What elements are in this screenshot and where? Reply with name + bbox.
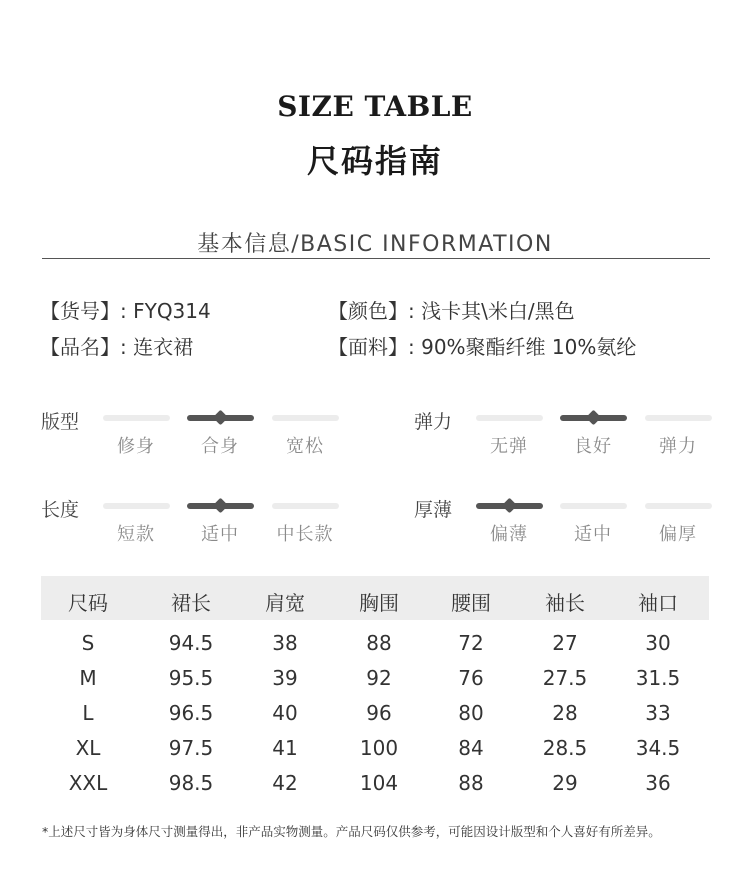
thickness-rating-label: 厚薄 [414, 499, 453, 521]
table-measure-cell: 100 [359, 736, 399, 760]
table-measure-cell: 96.5 [168, 701, 214, 725]
table-measure-cell: 97.5 [168, 736, 214, 760]
table-measure-cell: 98.5 [168, 771, 214, 795]
thickness-scale-segment [645, 503, 712, 509]
length-scale-segment [187, 503, 254, 509]
size-footnote: *上述尺寸皆为身体尺寸测量得出，非产品实物测量。产品尺码仅供参考，可能因设计版型和个人喜好有所差异。 [42, 824, 661, 839]
table-header-cell: 肩宽 [265, 591, 305, 615]
table-header-cell: 袖口 [638, 591, 678, 615]
elasticity-scale-segment [645, 415, 712, 421]
fit-scale-segment [187, 415, 254, 421]
table-header-cell: 袖长 [545, 591, 585, 615]
thickness-selected-marker-icon [502, 498, 518, 514]
table-measure-cell: 88 [458, 771, 484, 795]
product-color: 【颜色】: 浅卡其\米白/黑色 [328, 299, 575, 323]
table-size-cell: S [81, 631, 95, 655]
table-header-cell: 胸围 [359, 591, 399, 615]
length-selected-marker-icon [213, 498, 229, 514]
table-measure-cell: 27.5 [542, 666, 588, 690]
table-measure-cell: 33 [645, 701, 671, 725]
elasticity-scale-segment [476, 415, 543, 421]
product-name: 【品名】: 连衣裙 [40, 335, 194, 359]
length-option-label: 适中 [201, 524, 239, 545]
elasticity-selected-marker-icon [586, 410, 602, 426]
table-size-cell: L [82, 701, 94, 725]
fit-rating-label: 版型 [41, 411, 80, 433]
length-scale-segment [272, 503, 339, 509]
table-measure-cell: 42 [272, 771, 298, 795]
table-measure-cell: 31.5 [635, 666, 681, 690]
table-measure-cell: 29 [552, 771, 578, 795]
table-size-cell: XXL [68, 771, 108, 795]
table-measure-cell: 92 [366, 666, 392, 690]
table-measure-cell: 72 [458, 631, 484, 655]
thickness-option-label: 偏厚 [659, 524, 697, 545]
table-measure-cell: 39 [272, 666, 298, 690]
thickness-option-label: 适中 [574, 524, 612, 545]
length-rating-label: 长度 [41, 499, 80, 521]
table-header-cell: 尺码 [68, 591, 108, 615]
fit-option-label: 修身 [117, 436, 155, 457]
table-measure-cell: 95.5 [168, 666, 214, 690]
fit-option-label: 宽松 [286, 436, 324, 457]
table-size-cell: XL [75, 736, 101, 760]
table-measure-cell: 28 [552, 701, 578, 725]
table-measure-cell: 36 [645, 771, 671, 795]
elasticity-option-label: 无弹 [490, 436, 528, 457]
fit-scale-segment [103, 415, 170, 421]
table-measure-cell: 96 [366, 701, 392, 725]
page-title-en: SIZE TABLE [277, 90, 473, 123]
section-divider [42, 258, 710, 259]
elasticity-rating-label: 弹力 [414, 411, 453, 433]
elasticity-option-label: 良好 [574, 436, 612, 457]
table-measure-cell: 34.5 [635, 736, 681, 760]
fit-option-label: 合身 [201, 436, 239, 457]
page-title-cn: 尺码指南 [306, 142, 443, 180]
thickness-option-label: 偏薄 [490, 524, 528, 545]
length-scale-segment [103, 503, 170, 509]
product-fabric: 【面料】: 90%聚酯纤维 10%氨纶 [328, 335, 637, 359]
basic-info-heading: 基本信息/BASIC INFORMATION [197, 232, 553, 257]
table-measure-cell: 94.5 [168, 631, 214, 655]
table-size-cell: M [79, 666, 97, 690]
fit-scale-segment [272, 415, 339, 421]
table-measure-cell: 76 [458, 666, 484, 690]
table-measure-cell: 28.5 [542, 736, 588, 760]
table-measure-cell: 41 [272, 736, 298, 760]
table-measure-cell: 27 [552, 631, 578, 655]
table-measure-cell: 38 [272, 631, 298, 655]
table-header-cell: 腰围 [451, 591, 491, 615]
table-header-cell: 裙长 [171, 591, 211, 615]
table-measure-cell: 80 [458, 701, 484, 725]
length-option-label: 中长款 [276, 524, 334, 545]
item-number: 【货号】: FYQ314 [40, 299, 211, 323]
length-option-label: 短款 [117, 524, 155, 545]
table-measure-cell: 40 [272, 701, 298, 725]
table-measure-cell: 30 [645, 631, 671, 655]
elasticity-option-label: 弹力 [659, 436, 697, 457]
table-measure-cell: 104 [359, 771, 399, 795]
thickness-scale-segment [476, 503, 543, 509]
elasticity-scale-segment [560, 415, 627, 421]
thickness-scale-segment [560, 503, 627, 509]
table-measure-cell: 88 [366, 631, 392, 655]
fit-selected-marker-icon [213, 410, 229, 426]
table-measure-cell: 84 [458, 736, 484, 760]
